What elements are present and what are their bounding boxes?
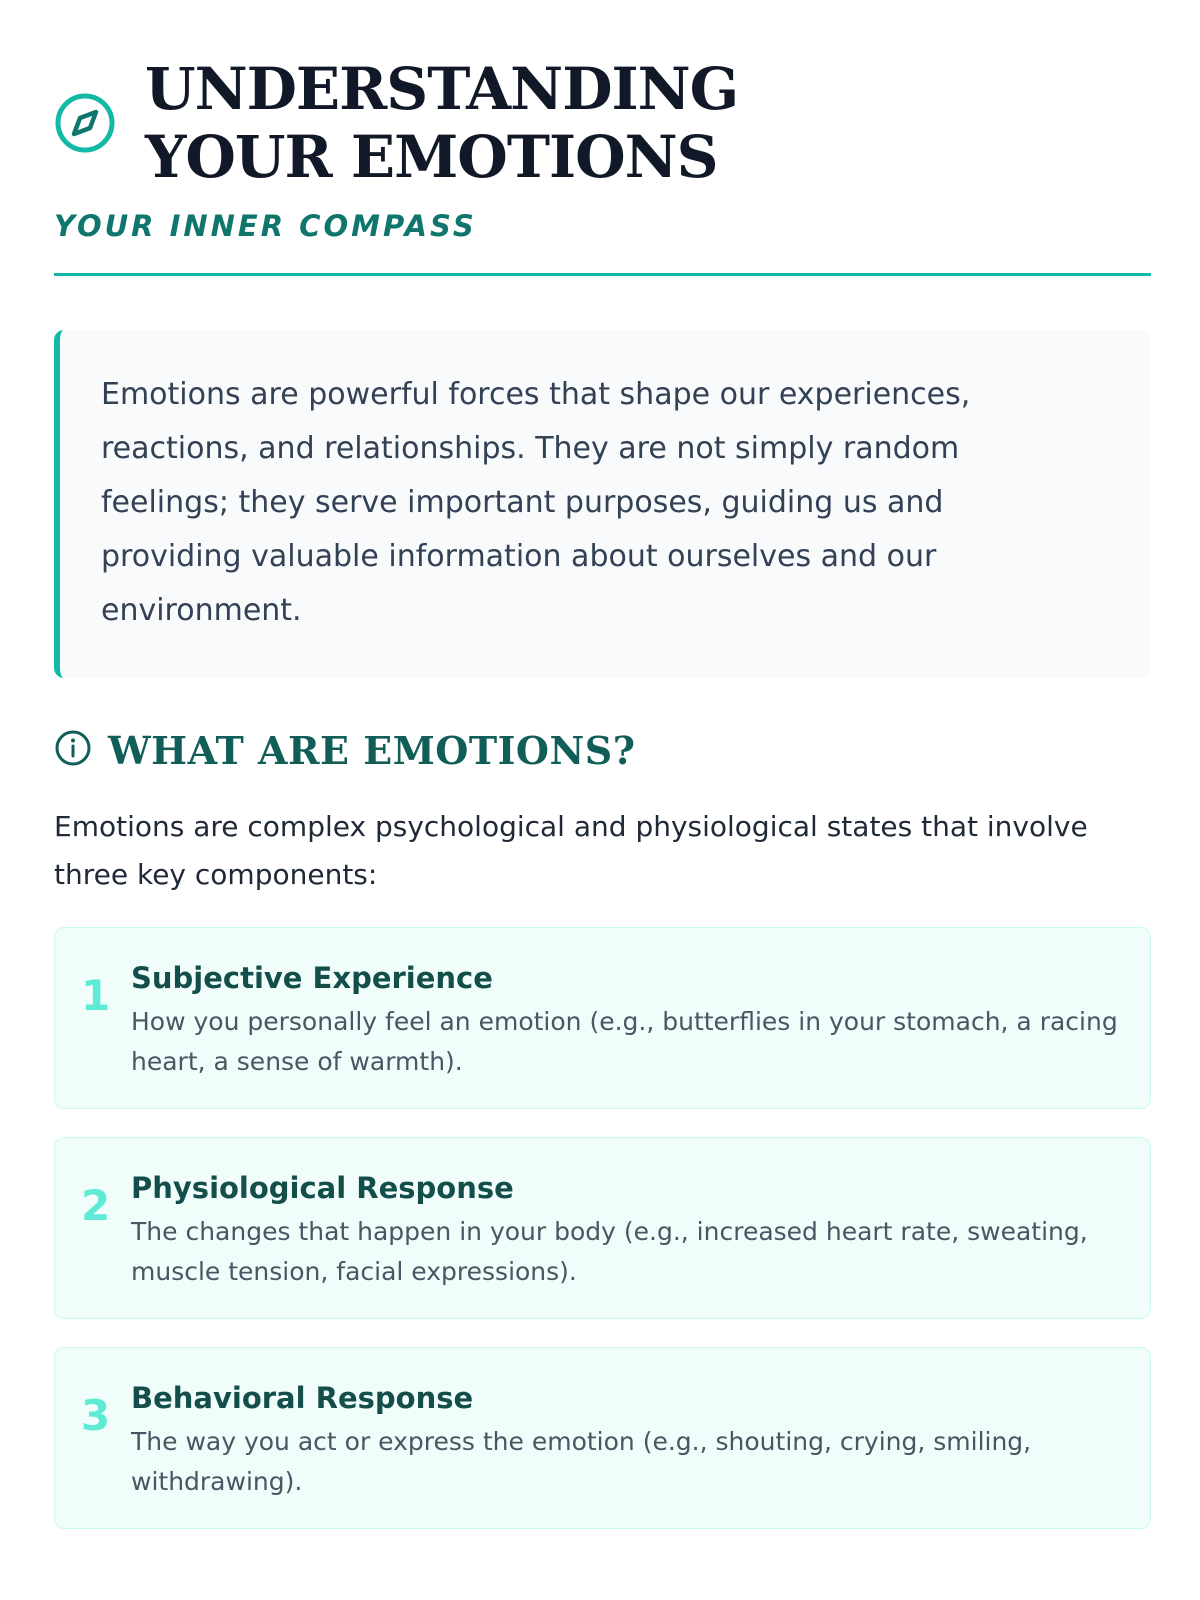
component-number: 1 [81, 971, 111, 1020]
component-description: The changes that happen in your body (e.g., increased heart rate, sweating, muscle tension, facial expressions). [131, 1217, 1088, 1286]
component-body [131, 958, 1120, 1108]
info-icon [54, 729, 108, 772]
component-title: Subjective Experience [131, 961, 493, 995]
compass-icon [54, 88, 145, 159]
intro-callout: Emotions are powerful forces that shape our experiences, reactions, and relationships. They are not simply random feelings; they serve important purposes, guiding us and providing valuable information about ourselves and our environment. [54, 330, 1151, 678]
component-description: The way you act or express the emotion (e.g., shouting, crying, smiling, withdrawing). [131, 1427, 1032, 1496]
component-card [54, 927, 1151, 1109]
component-number: 3 [81, 1391, 111, 1440]
component-description: How you personally feel an emotion (e.g., butterflies in your stomach, a racing heart, a sense of warmth). [131, 1007, 1118, 1076]
components-list [54, 927, 1151, 1529]
section-heading [54, 728, 1146, 773]
component-card [54, 1347, 1151, 1529]
component-card [54, 1137, 1151, 1319]
component-title: Physiological Response [131, 1171, 514, 1205]
component-title: Behavioral Response [131, 1381, 474, 1415]
page-header [54, 0, 1146, 191]
component-body [131, 1168, 1120, 1318]
component-number: 2 [81, 1181, 111, 1230]
page-title: UNDERSTANDING YOUR EMOTIONS [145, 55, 739, 191]
section-intro: Emotions are complex psychological and physiological states that involve three key components: [54, 810, 1088, 891]
section-title: WHAT ARE EMOTIONS? [108, 728, 636, 773]
component-body [131, 1378, 1120, 1528]
header-divider [54, 273, 1151, 276]
page-subtitle: YOUR INNER COMPASS [54, 209, 477, 243]
